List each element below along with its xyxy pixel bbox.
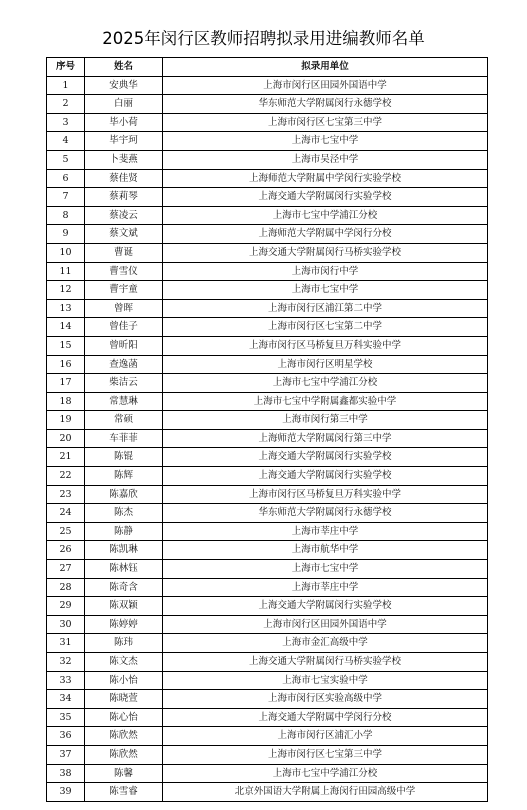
cell-serial-number: 26: [47, 541, 85, 560]
cell-serial-number: 12: [47, 281, 85, 300]
table-row: [47, 95, 488, 114]
cell-serial-number: 37: [47, 745, 85, 764]
cell-assigned-unit: 上海市闵行区明星学校: [163, 355, 488, 374]
cell-assigned-unit: 上海市航华中学: [163, 541, 488, 560]
cell-serial-number: 7: [47, 188, 85, 207]
table-row: [47, 541, 488, 560]
cell-serial-number: 11: [47, 262, 85, 281]
cell-assigned-unit: 上海交通大学附属闵行马桥实验学校: [163, 243, 488, 262]
cell-serial-number: 8: [47, 206, 85, 225]
table-row: [47, 169, 488, 188]
cell-name: 陈凯琳: [85, 541, 163, 560]
cell-serial-number: 24: [47, 504, 85, 523]
table-row: [47, 188, 488, 207]
cell-serial-number: 14: [47, 318, 85, 337]
table-row: [47, 225, 488, 244]
table-row: [47, 281, 488, 300]
cell-serial-number: 35: [47, 708, 85, 727]
cell-serial-number: 31: [47, 634, 85, 653]
table-row: [47, 76, 488, 95]
cell-serial-number: 4: [47, 132, 85, 151]
cell-assigned-unit: 上海市闵行区田园外国语中学: [163, 76, 488, 95]
cell-serial-number: 20: [47, 429, 85, 448]
table-row: [47, 745, 488, 764]
cell-assigned-unit: 上海交通大学附属闵行实验学校: [163, 188, 488, 207]
cell-assigned-unit: 上海市七宝中学附属鑫都实验中学: [163, 392, 488, 411]
cell-serial-number: 19: [47, 411, 85, 430]
cell-assigned-unit: 上海市闵行区浦汇小学: [163, 727, 488, 746]
table-row: [47, 150, 488, 169]
cell-serial-number: 15: [47, 336, 85, 355]
cell-name: 曾晖: [85, 299, 163, 318]
cell-serial-number: 2: [47, 95, 85, 114]
cell-assigned-unit: 华东师范大学附属闵行永德学校: [163, 504, 488, 523]
cell-name: 常慧琳: [85, 392, 163, 411]
cell-name: 卜斐燕: [85, 150, 163, 169]
cell-name: 陈欣然: [85, 727, 163, 746]
table-row: [47, 708, 488, 727]
teacher-roster-table: [46, 57, 488, 802]
cell-serial-number: 9: [47, 225, 85, 244]
table-row: [47, 429, 488, 448]
cell-assigned-unit: 上海市莘庄中学: [163, 578, 488, 597]
table-row: [47, 262, 488, 281]
cell-serial-number: 5: [47, 150, 85, 169]
cell-serial-number: 29: [47, 597, 85, 616]
cell-assigned-unit: 上海市闵行区实验高级中学: [163, 690, 488, 709]
table-row: [47, 597, 488, 616]
table-row: [47, 727, 488, 746]
cell-assigned-unit: 上海市闵行区田园外国语中学: [163, 615, 488, 634]
table-body: [47, 76, 488, 801]
cell-serial-number: 33: [47, 671, 85, 690]
cell-name: 陈锟: [85, 448, 163, 467]
cell-name: 陈静: [85, 522, 163, 541]
cell-name: 陈晓萱: [85, 690, 163, 709]
header-serial-number: 序号: [47, 58, 85, 77]
cell-name: 车菲菲: [85, 429, 163, 448]
cell-name: 曹诞: [85, 243, 163, 262]
cell-serial-number: 22: [47, 467, 85, 486]
cell-assigned-unit: 上海市莘庄中学: [163, 522, 488, 541]
cell-serial-number: 16: [47, 355, 85, 374]
header-assigned-unit: 拟录用单位: [163, 58, 488, 77]
cell-assigned-unit: 上海交通大学附属闵行实验学校: [163, 467, 488, 486]
cell-name: 陈杰: [85, 504, 163, 523]
table-row: [47, 560, 488, 579]
cell-name: 蔡凌云: [85, 206, 163, 225]
table-row: [47, 299, 488, 318]
cell-name: 陈玮: [85, 634, 163, 653]
table-row: [47, 411, 488, 430]
table-row: [47, 671, 488, 690]
cell-assigned-unit: 上海市闵行区七宝第三中学: [163, 745, 488, 764]
table-row: [47, 522, 488, 541]
cell-name: 安典华: [85, 76, 163, 95]
cell-serial-number: 27: [47, 560, 85, 579]
cell-serial-number: 36: [47, 727, 85, 746]
header-name: 姓名: [85, 58, 163, 77]
cell-assigned-unit: 上海市闵行区七宝第三中学: [163, 113, 488, 132]
cell-name: 蔡莉琴: [85, 188, 163, 207]
cell-serial-number: 21: [47, 448, 85, 467]
table-row: [47, 132, 488, 151]
cell-name: 曾佳子: [85, 318, 163, 337]
cell-name: 蔡佳贤: [85, 169, 163, 188]
cell-name: 陈奇含: [85, 578, 163, 597]
cell-serial-number: 18: [47, 392, 85, 411]
cell-assigned-unit: 华东师范大学附属闵行永德学校: [163, 95, 488, 114]
table-row: [47, 374, 488, 393]
table-row: [47, 578, 488, 597]
cell-serial-number: 25: [47, 522, 85, 541]
cell-serial-number: 10: [47, 243, 85, 262]
cell-name: 陈辉: [85, 467, 163, 486]
cell-serial-number: 13: [47, 299, 85, 318]
cell-serial-number: 32: [47, 653, 85, 672]
table-row: [47, 615, 488, 634]
cell-serial-number: 23: [47, 485, 85, 504]
table-row: [47, 653, 488, 672]
cell-name: 陈林钰: [85, 560, 163, 579]
cell-name: 陈双颖: [85, 597, 163, 616]
table-row: [47, 355, 488, 374]
cell-assigned-unit: 上海市七宝中学浦江分校: [163, 764, 488, 783]
cell-name: 陈雪睿: [85, 783, 163, 802]
table-row: [47, 690, 488, 709]
cell-assigned-unit: 上海师范大学附属中学闵行分校: [163, 225, 488, 244]
cell-assigned-unit: 上海市闵行区七宝第二中学: [163, 318, 488, 337]
cell-serial-number: 39: [47, 783, 85, 802]
cell-name: 陈心怡: [85, 708, 163, 727]
cell-name: 毕宇珂: [85, 132, 163, 151]
cell-name: 陈婷婷: [85, 615, 163, 634]
cell-assigned-unit: 上海市吴泾中学: [163, 150, 488, 169]
table-row: [47, 485, 488, 504]
table-row: [47, 206, 488, 225]
cell-assigned-unit: 上海市闵行第三中学: [163, 411, 488, 430]
cell-name: 陈欣然: [85, 745, 163, 764]
table-row: [47, 336, 488, 355]
table-row: [47, 467, 488, 486]
cell-assigned-unit: 上海师范大学附属中学闵行实验学校: [163, 169, 488, 188]
table-row: [47, 448, 488, 467]
cell-name: 蔡文斌: [85, 225, 163, 244]
cell-name: 陈嘉欣: [85, 485, 163, 504]
page-title: 2025年闵行区教师招聘拟录用进编教师名单: [102, 29, 425, 48]
table-row: [47, 392, 488, 411]
cell-assigned-unit: 上海市闵行区浦江第二中学: [163, 299, 488, 318]
cell-assigned-unit: 上海市七宝实验中学: [163, 671, 488, 690]
cell-name: 查逸菡: [85, 355, 163, 374]
table-row: [47, 113, 488, 132]
cell-name: 毕小荷: [85, 113, 163, 132]
cell-assigned-unit: 上海市闵行中学: [163, 262, 488, 281]
cell-name: 陈小怡: [85, 671, 163, 690]
cell-assigned-unit: 上海市七宝中学: [163, 560, 488, 579]
cell-assigned-unit: 上海市七宝中学: [163, 132, 488, 151]
cell-serial-number: 30: [47, 615, 85, 634]
cell-name: 柴洁云: [85, 374, 163, 393]
cell-name: 曾昕阳: [85, 336, 163, 355]
cell-serial-number: 34: [47, 690, 85, 709]
cell-serial-number: 38: [47, 764, 85, 783]
table-row: [47, 504, 488, 523]
cell-serial-number: 3: [47, 113, 85, 132]
table-row: [47, 634, 488, 653]
cell-name: 曹宇童: [85, 281, 163, 300]
cell-assigned-unit: 上海市闵行区马桥复旦万科实验中学: [163, 485, 488, 504]
cell-name: 曹雪仪: [85, 262, 163, 281]
cell-assigned-unit: 上海市七宝中学: [163, 281, 488, 300]
table-row: [47, 243, 488, 262]
cell-serial-number: 17: [47, 374, 85, 393]
cell-assigned-unit: 上海市七宝中学浦江分校: [163, 374, 488, 393]
cell-name: 陈文杰: [85, 653, 163, 672]
cell-name: 陈馨: [85, 764, 163, 783]
cell-assigned-unit: 上海交通大学附属闵行马桥实验学校: [163, 653, 488, 672]
table-row: [47, 764, 488, 783]
cell-assigned-unit: 北京外国语大学附属上海闵行田园高级中学: [163, 783, 488, 802]
cell-assigned-unit: 上海市闵行区马桥复旦万科实验中学: [163, 336, 488, 355]
table-row: [47, 783, 488, 802]
cell-assigned-unit: 上海交通大学附属闵行实验学校: [163, 597, 488, 616]
cell-assigned-unit: 上海交通大学附属中学闵行分校: [163, 708, 488, 727]
cell-assigned-unit: 上海交通大学附属闵行实验学校: [163, 448, 488, 467]
cell-name: 白丽: [85, 95, 163, 114]
cell-assigned-unit: 上海市七宝中学浦江分校: [163, 206, 488, 225]
table-header-row: [47, 58, 488, 77]
cell-name: 常硕: [85, 411, 163, 430]
cell-assigned-unit: 上海师范大学附属闵行第三中学: [163, 429, 488, 448]
cell-assigned-unit: 上海市金汇高级中学: [163, 634, 488, 653]
cell-serial-number: 28: [47, 578, 85, 597]
cell-serial-number: 6: [47, 169, 85, 188]
table-row: [47, 318, 488, 337]
cell-serial-number: 1: [47, 76, 85, 95]
